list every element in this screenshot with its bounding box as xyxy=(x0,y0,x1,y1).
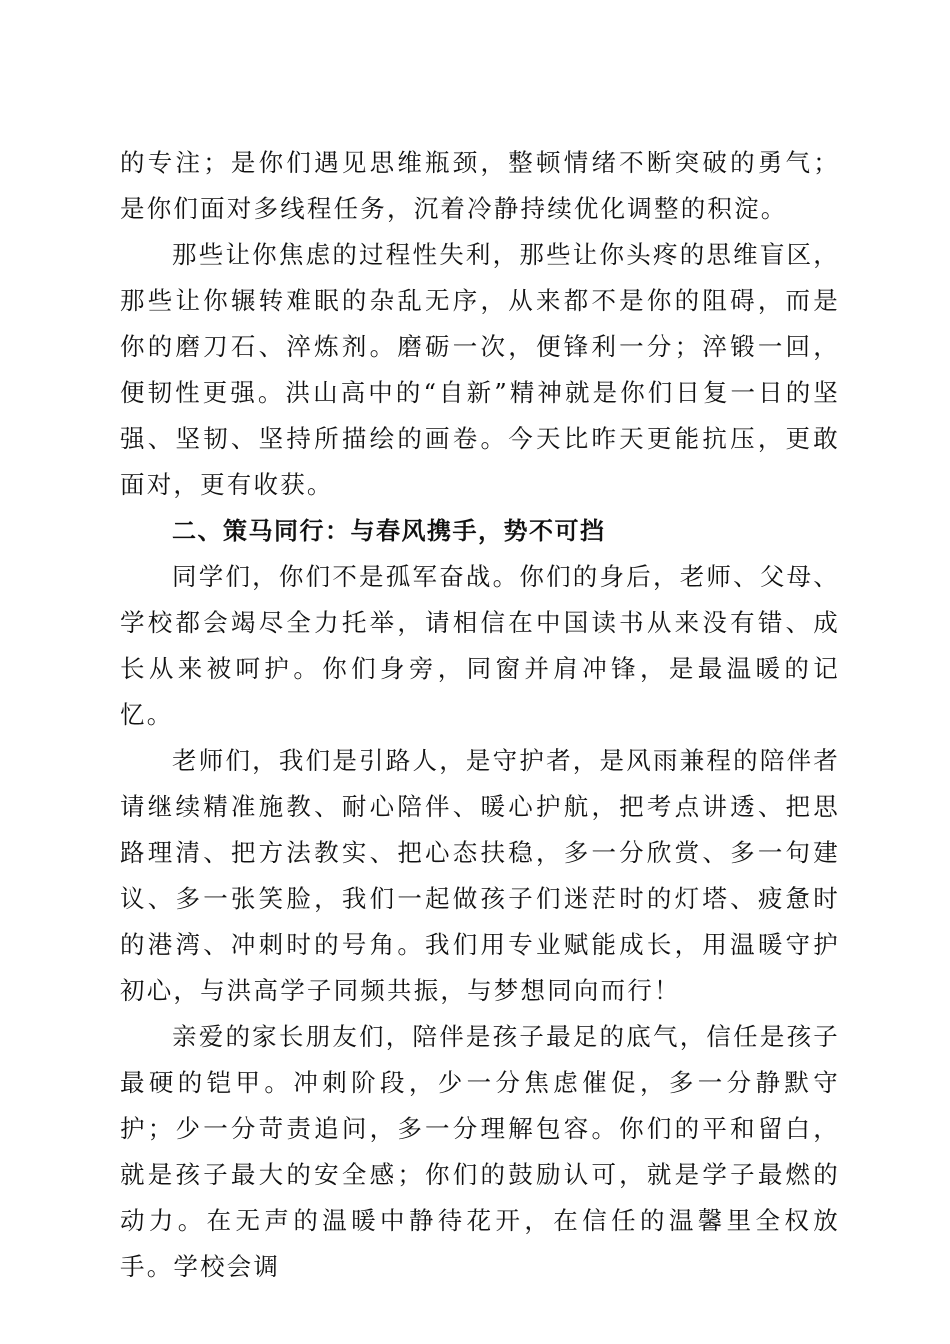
paragraph-students: 同学们，你们不是孤军奋战。你们的身后，老师、父母、学校都会竭尽全力托举，请相信在中国读书从来没有错、成长从来被呵护。你们身旁，同窗并肩冲锋，是最温暖的记忆。 xyxy=(120,562,840,729)
paragraph-continuation: 的专注；是你们遇见思维瓶颈，整顿情绪不断突破的勇气；是你们面对多线程任务，沉着冷静持续优化调整的积淀。 xyxy=(120,148,840,223)
document-body xyxy=(120,140,840,1290)
paragraph-setbacks: 那些让你焦虑的过程性失利，那些让你头疼的思维盲区，那些让你辗转难眠的杂乱无序，从来都不是你的阻碍，而是你的磨刀石、淬炼剂。磨砺一次，便锋利一分；淬锻一回，便韧性更强。洪山高中的“自新”精神就是你们日复一日的坚强、坚韧、坚持所描绘的画卷。今天比昨天更能抗压，更敢面对，更有收获。 xyxy=(120,240,840,499)
paragraph-parents: 亲爱的家长朋友们，陪伴是孩子最足的底气，信任是孩子最硬的铠甲。冲刺阶段，少一分焦虑催促，多一分静默守护；少一分苛责追问，多一分理解包容。你们的平和留白，就是孩子最大的安全感；你们的鼓励认可，就是学子最燃的动力。在无声的温暖中静待花开，在信任的温馨里全权放手。学校会调 xyxy=(120,1022,840,1281)
section-heading: 二、策马同行：与春风携手，势不可挡 xyxy=(172,517,606,545)
paragraph-teachers: 老师们，我们是引路人，是守护者，是风雨兼程的陪伴者请继续精准施教、耐心陪伴、暖心护航，把考点讲透、把思路理清、把方法教实、把心态扶稳，多一分欣赏、多一句建议、多一张笑脸，我们一起做孩子们迷茫时的灯塔、疲惫时的港湾、冲刺时的号角。我们用专业赋能成长，用温暖守护初心，与洪高学子同频共振，与梦想同向而行！ xyxy=(120,746,840,1005)
